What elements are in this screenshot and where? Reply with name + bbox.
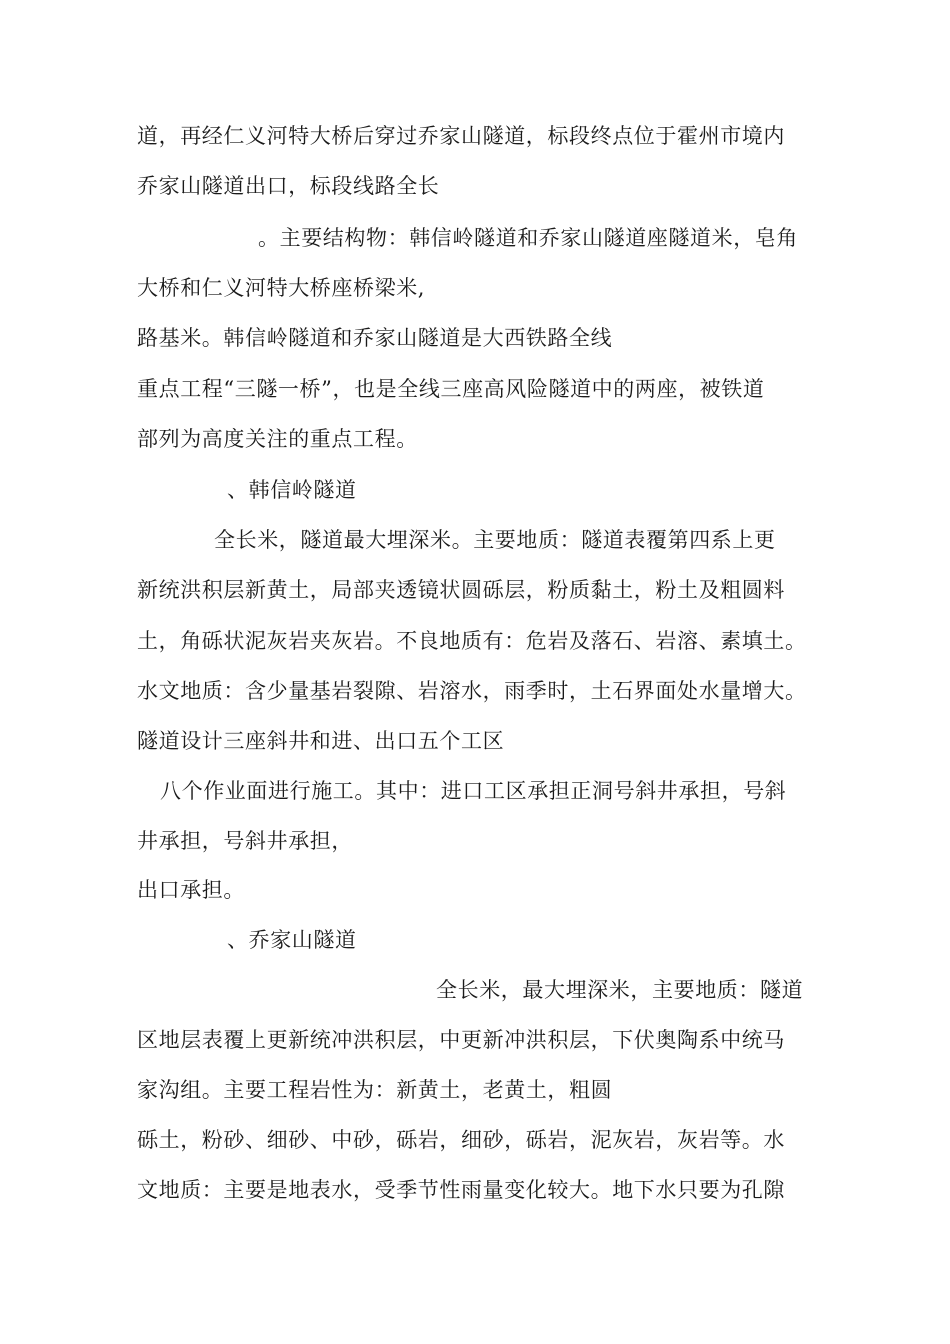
text-line-21: 砾土，粉砂、细砂、中砂，砾岩，细砂，砾岩，泥灰岩，灰岩等。水: [137, 1128, 785, 1152]
text-line-10: 新统洪积层新黄土，局部夹透镜状圆砾层，粉质黏土，粉土及粗圆料: [137, 578, 785, 602]
text-line-3: 。主要结构物：韩信岭隧道和乔家山隧道座隧道米，皂角: [258, 226, 798, 250]
text-line-9: 全长米，隧道最大埋深米。主要地质：隧道表覆第四系上更: [214, 528, 776, 552]
text-line-4: 大桥和仁义河特大桥座桥梁米,: [137, 276, 426, 300]
text-line-13: 隧道设计三座斜井和进、出口五个工区: [137, 729, 505, 753]
text-line-7: 部列为高度关注的重点工程。: [137, 427, 418, 451]
text-line-15: 井承担，号斜井承担，: [137, 829, 353, 853]
text-line-1: 道，再经仁义河特大桥后穿过乔家山隧道，标段终点位于霍州市境内: [137, 124, 785, 148]
text-line-22: 文地质：主要是地表水，受季节性雨量变化较大。地下水只要为孔隙: [137, 1178, 785, 1202]
section-heading-hanxinling: 、韩信岭隧道: [227, 478, 357, 502]
text-line-11: 土，角砾状泥灰岩夹灰岩。不良地质有：危岩及落石、岩溶、素填土。: [137, 629, 807, 653]
section-heading-qiaojiashan: 、乔家山隧道: [227, 928, 357, 952]
text-line-16: 出口承担。: [137, 878, 245, 902]
text-line-20: 家沟组。主要工程岩性为：新黄土，老黄土，粗圆: [137, 1078, 613, 1102]
text-line-18: 全长米，最大埋深米，主要地质：隧道: [436, 978, 804, 1002]
text-line-2: 乔家山隧道出口，标段线路全长: [137, 174, 440, 198]
text-line-5: 路基米。韩信岭隧道和乔家山隧道是大西铁路全线: [137, 326, 613, 350]
text-line-12: 水文地质：含少量基岩裂隙、岩溶水，雨季时，土石界面处水量增大。: [137, 679, 807, 703]
text-line-14: 八个作业面进行施工。其中：进口工区承担正洞号斜井承担，号斜: [160, 779, 787, 803]
text-line-19: 区地层表覆上更新统冲洪积层，中更新冲洪积层，下伏奥陶系中统马: [137, 1028, 785, 1052]
text-line-6: 重点工程“三隧一桥”，也是全线三座高风险隧道中的两座，被铁道: [137, 377, 765, 401]
